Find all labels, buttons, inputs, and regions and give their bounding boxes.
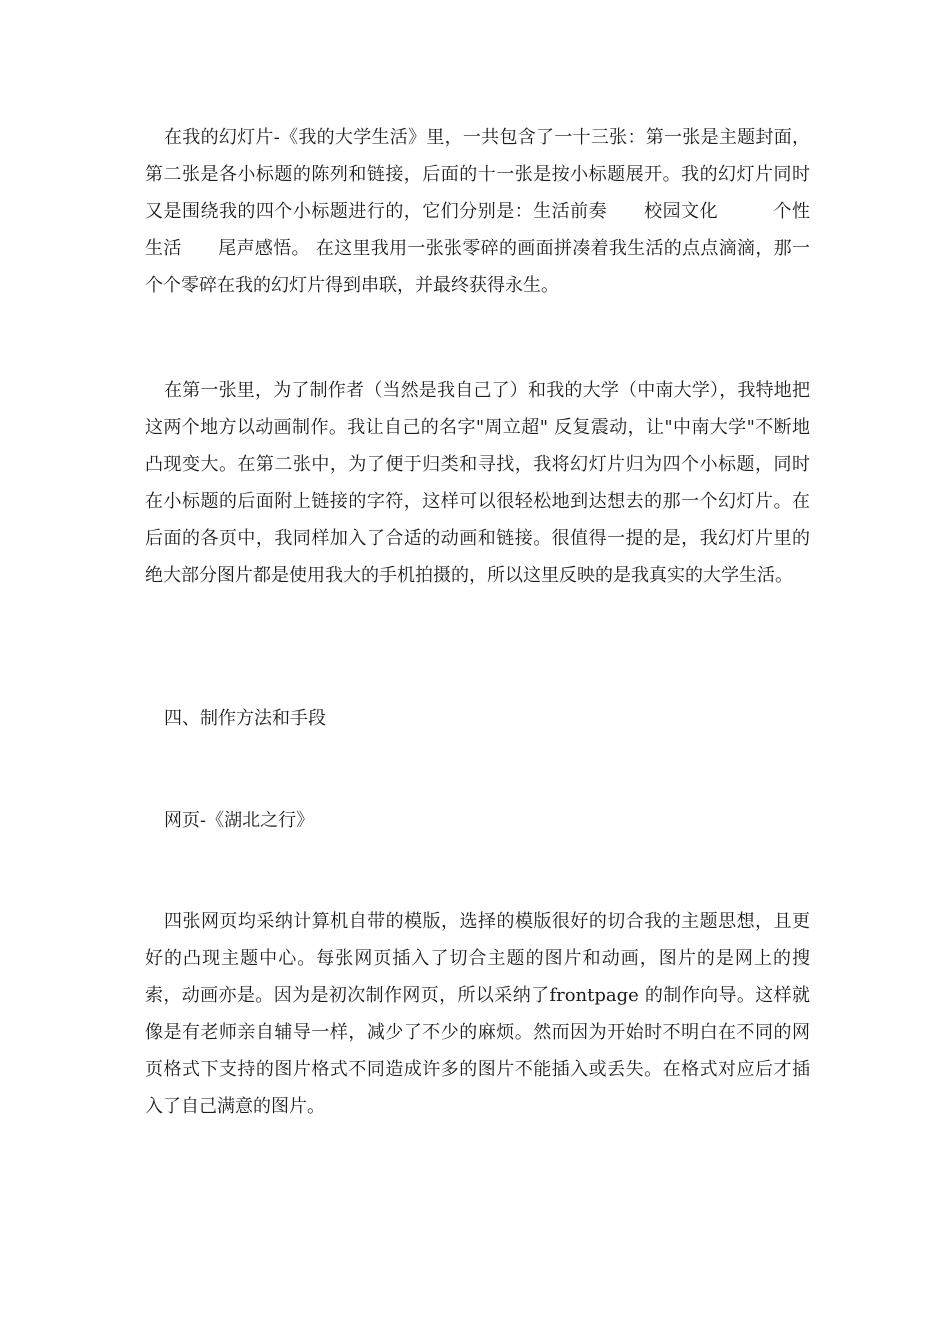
paragraph-slides-overview: 在我的幻灯片-《我的大学生活》里，一共包含了一十三张：第一张是主题封面，第二张是各小标题的陈列和链接，后面的十一张是按小标题展开。我的幻灯片同时又是围绕我的四个小标题进行的，它们分别是：生活前奏 校园文化 个性生活 尾声感悟。 在这里我用一张张零碎的画面拼凑着我生活的点点滴滴，那一个个零碎在我的幻灯片得到串联，并最终获得永生。 <box>145 127 810 296</box>
section-heading-methods: 四、制作方法和手段 <box>164 708 326 729</box>
paragraph-slides-details: 在第一张里，为了制作者（当然是我自己了）和我的大学（中南大学），我特地把这两个地方以动画制作。我让自己的名字"周立超" 反复震动，让"中南大学"不断地凸现变大。在第二张中，为了便于归类和寻找，我将幻灯片归为四个小标题，同时在小标题的后面附上链接的字符，这样可以很轻松地到达想去的那一个幻灯片。在后面的各页中，我同样加入了合适的动画和链接。很值得一提的是，我幻灯片里的绝大部分图片都是使用我大的手机拍摄的，所以这里反映的是我真实的大学生活。 <box>145 380 810 586</box>
subheading-webpage: 网页-《湖北之行》 <box>164 810 315 831</box>
paragraph-webpage-details: 四张网页均采纳计算机自带的模版，选择的模版很好的切合我的主题思想，且更好的凸现主题中心。每张网页插入了切合主题的图片和动画，图片的是网上的搜索，动画亦是。因为是初次制作网页，所以采纳了frontpage 的制作向导。这样就像是有老师亲自辅导一样，减少了不少的麻烦。然而因为开始时不明白在不同的网页格式下支持的图片格式不同造成许多的图片不能插入或丢失。在格式对应后才插入了自己满意的图片。 <box>145 911 810 1117</box>
